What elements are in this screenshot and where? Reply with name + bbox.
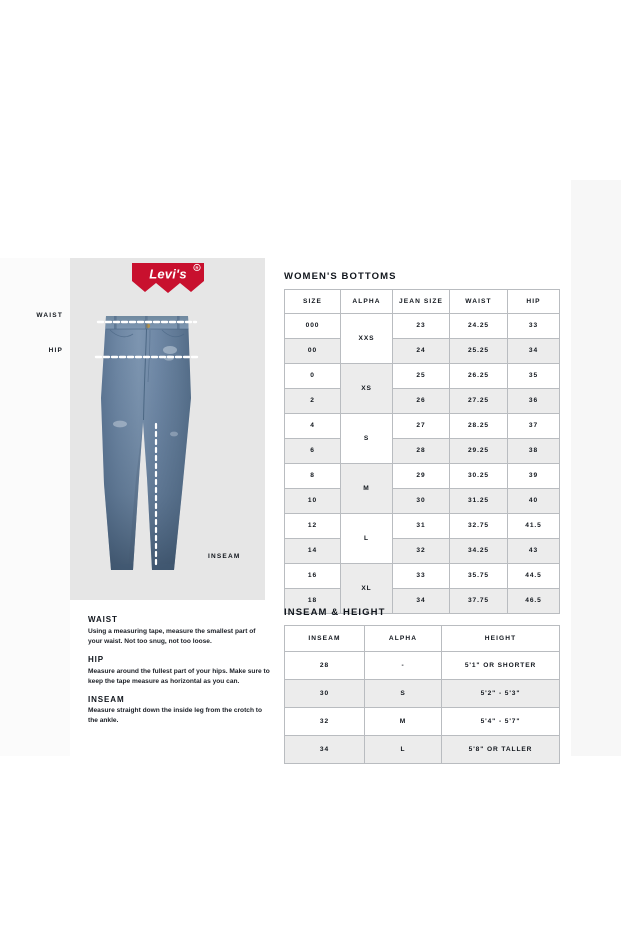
- cell-size: 2: [285, 388, 341, 413]
- instruction-title: INSEAM: [88, 694, 125, 704]
- cell-inseam: 34: [285, 735, 365, 763]
- cell-hip: 38: [508, 438, 560, 463]
- cell-waist: 24.25: [450, 313, 508, 338]
- table-header-row: [285, 289, 560, 313]
- cell-size: 12: [285, 513, 341, 538]
- svg-text:Levi's: Levi's: [149, 266, 187, 282]
- column-header-alpha: ALPHA: [341, 289, 393, 313]
- cell-alpha: S: [341, 413, 393, 463]
- cell-hip: 41.5: [508, 513, 560, 538]
- inseam-height-section: [284, 608, 559, 764]
- cell-alpha: M: [365, 707, 442, 735]
- cell-height: 5'1" OR SHORTER: [442, 651, 560, 679]
- cell-height: 5'2" - 5'3": [442, 679, 560, 707]
- cell-size: 0: [285, 363, 341, 388]
- cell-alpha: M: [341, 463, 393, 513]
- cell-waist: 35.75: [450, 563, 508, 588]
- cell-hip: 36: [508, 388, 560, 413]
- cell-hip: 44.5: [508, 563, 560, 588]
- cell-inseam: 28: [285, 651, 365, 679]
- cell-waist: 25.25: [450, 338, 508, 363]
- cell-waist: 30.25: [450, 463, 508, 488]
- cell-size: 8: [285, 463, 341, 488]
- cell-inseam: 30: [285, 679, 365, 707]
- cell-hip: 33: [508, 313, 560, 338]
- cell-size: 14: [285, 538, 341, 563]
- levis-logo: [130, 261, 206, 297]
- instruction-hip: [88, 656, 270, 687]
- column-header-hip: HIP: [508, 289, 560, 313]
- inseam-height-body: [285, 651, 560, 763]
- inseam-height-title: INSEAM & HEIGHT: [284, 607, 386, 618]
- instruction-body: Measure straight down the inside leg from the crotch to the ankle.: [88, 707, 263, 725]
- cell-jean-size: 29: [393, 463, 450, 488]
- column-header-height: HEIGHT: [442, 625, 560, 651]
- cell-alpha: L: [341, 513, 393, 563]
- cell-size: 4: [285, 413, 341, 438]
- column-header-size: SIZE: [285, 289, 341, 313]
- instruction-title: WAIST: [88, 615, 118, 624]
- cell-size: 16: [285, 563, 341, 588]
- instruction-waist: [88, 616, 270, 647]
- cell-size: 18: [285, 588, 341, 613]
- cell-inseam: 32: [285, 707, 365, 735]
- cell-size: 10: [285, 488, 341, 513]
- cell-hip: 37: [508, 413, 560, 438]
- table-header-row: [285, 625, 560, 651]
- cell-jean-size: 34: [393, 588, 450, 613]
- cell-jean-size: 28: [393, 438, 450, 463]
- right-background-panel: [571, 180, 621, 756]
- left-background-strip: [0, 258, 70, 756]
- cell-jean-size: 26: [393, 388, 450, 413]
- cell-waist: 31.25: [450, 488, 508, 513]
- table-row: [285, 388, 560, 413]
- table-row: [285, 338, 560, 363]
- cell-jean-size: 27: [393, 413, 450, 438]
- table-row: [285, 313, 560, 338]
- cell-waist: 28.25: [450, 413, 508, 438]
- instruction-body: Measure around the fullest part of your hips. Make sure to keep the tape measure as horizontal as you can.: [88, 667, 270, 685]
- column-header-alpha: ALPHA: [365, 625, 442, 651]
- column-header-waist: WAIST: [450, 289, 508, 313]
- cell-hip: 35: [508, 363, 560, 388]
- instruction-body: Using a measuring tape, measure the smallest part of your waist. Not too snug, not too loose.: [88, 627, 256, 645]
- cell-hip: 40: [508, 488, 560, 513]
- cell-alpha: XL: [341, 563, 393, 613]
- cell-hip: 34: [508, 338, 560, 363]
- cell-jean-size: 31: [393, 513, 450, 538]
- table-row: [285, 488, 560, 513]
- table-row: [285, 463, 560, 488]
- cell-jean-size: 25: [393, 363, 450, 388]
- cell-jean-size: 24: [393, 338, 450, 363]
- inseam-measurement-label: INSEAM: [208, 553, 241, 560]
- table-row: [285, 538, 560, 563]
- cell-waist: 32.75: [450, 513, 508, 538]
- column-header-jean-size: JEAN SIZE: [393, 289, 450, 313]
- cell-alpha: -: [365, 651, 442, 679]
- levis-batwing-icon: [130, 261, 206, 297]
- cell-jean-size: 32: [393, 538, 450, 563]
- cell-jean-size: 23: [393, 313, 450, 338]
- cell-alpha: XS: [341, 363, 393, 413]
- svg-text:R: R: [195, 265, 199, 271]
- inseam-height-table: [284, 625, 560, 764]
- table-row: [285, 735, 560, 763]
- cell-waist: 29.25: [450, 438, 508, 463]
- cell-waist: 34.25: [450, 538, 508, 563]
- table-row: [285, 413, 560, 438]
- table-row: [285, 363, 560, 388]
- cell-size: 00: [285, 338, 341, 363]
- product-image-panel: [36, 258, 265, 600]
- cell-waist: 27.25: [450, 388, 508, 413]
- cell-waist: 26.25: [450, 363, 508, 388]
- cell-hip: 43: [508, 538, 560, 563]
- womens-bottoms-table: [284, 289, 560, 614]
- cell-size: 000: [285, 313, 341, 338]
- cell-height: 5'8" OR TALLER: [442, 735, 560, 763]
- cell-jean-size: 33: [393, 563, 450, 588]
- cell-hip: 46.5: [508, 588, 560, 613]
- table-row: [285, 679, 560, 707]
- table-row: [285, 707, 560, 735]
- table-row: [285, 438, 560, 463]
- instruction-title: HIP: [88, 654, 105, 664]
- hip-measurement-label: HIP: [48, 347, 63, 354]
- womens-bottoms-body: [285, 313, 560, 613]
- measuring-instructions: [88, 616, 270, 726]
- cell-alpha: XXS: [341, 313, 393, 363]
- waist-measurement-label: WAIST: [36, 312, 63, 319]
- cell-hip: 39: [508, 463, 560, 488]
- cell-size: 6: [285, 438, 341, 463]
- instruction-inseam: [88, 696, 270, 727]
- cell-waist: 37.75: [450, 588, 508, 613]
- column-header-inseam: INSEAM: [285, 625, 365, 651]
- cell-height: 5'4" - 5'7": [442, 707, 560, 735]
- table-row: [285, 651, 560, 679]
- womens-bottoms-section: [284, 272, 559, 614]
- cell-jean-size: 30: [393, 488, 450, 513]
- cell-alpha: S: [365, 679, 442, 707]
- table-row: [285, 563, 560, 588]
- table-row: [285, 513, 560, 538]
- womens-bottoms-title: WOMEN'S BOTTOMS: [284, 271, 397, 282]
- cell-alpha: L: [365, 735, 442, 763]
